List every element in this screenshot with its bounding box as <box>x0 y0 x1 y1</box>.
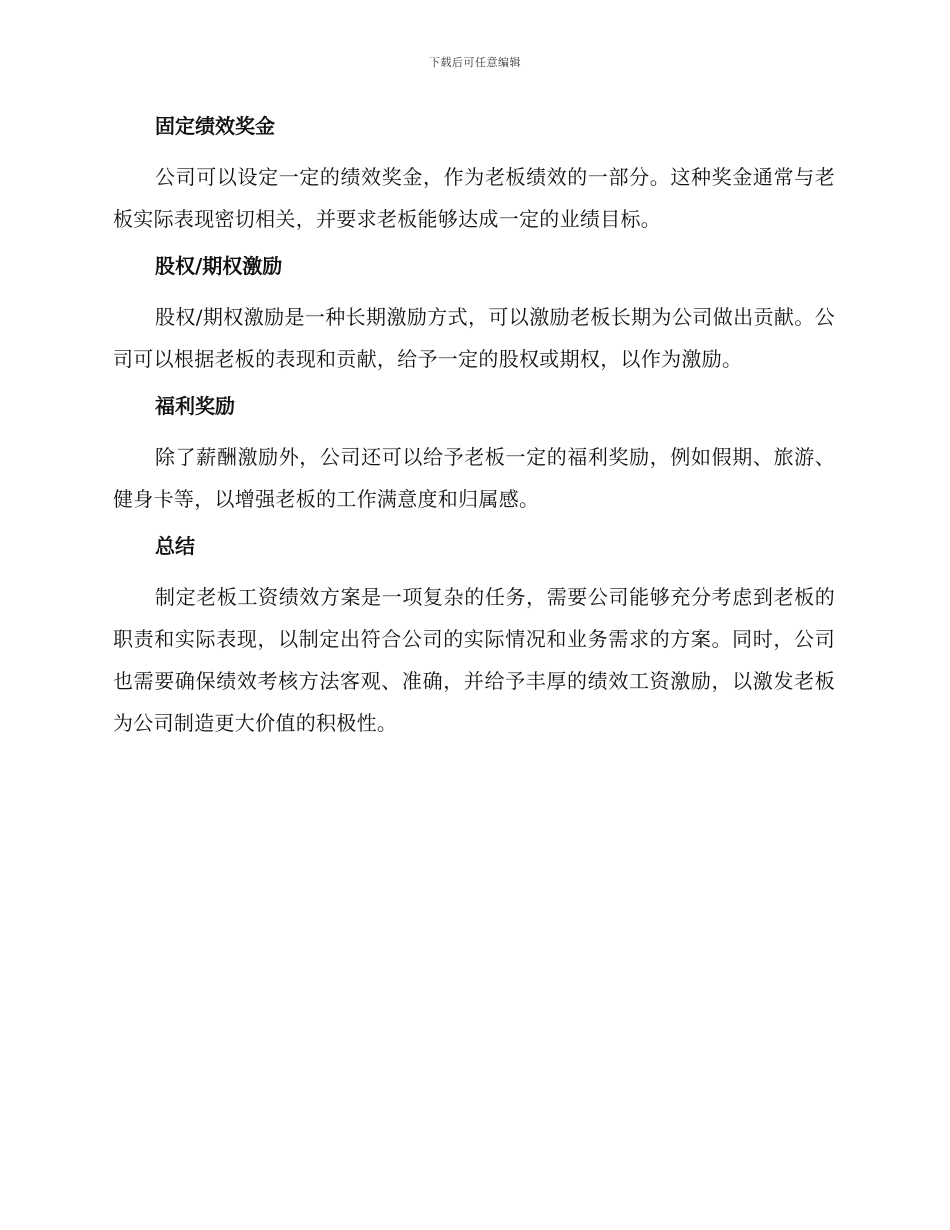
section-heading-fixed-bonus: 固定绩效奖金 <box>155 114 275 138</box>
section-paragraph-welfare-reward: 除了薪酬激励外，公司还可以给予老板一定的福利奖励，例如假期、旅游、健身卡等，以增强老板的工作满意度和归属感。 <box>113 445 835 511</box>
page-header: 下载后可任意编辑 <box>429 56 521 69</box>
section-heading-welfare-reward: 福利奖励 <box>155 394 235 418</box>
section-paragraph-equity-incentive: 股权/期权激励是一种长期激励方式，可以激励老板长期为公司做出贡献。公司可以根据老板的表现和贡献，给予一定的股权或期权，以作为激励。 <box>113 305 835 371</box>
section-paragraph-fixed-bonus: 公司可以设定一定的绩效奖金，作为老板绩效的一部分。这种奖金通常与老板实际表现密切相关，并要求老板能够达成一定的业绩目标。 <box>113 165 835 231</box>
section-heading-equity-incentive: 股权/期权激励 <box>155 254 283 278</box>
document-body <box>113 108 835 744</box>
section-paragraph-summary: 制定老板工资绩效方案是一项复杂的任务，需要公司能够充分考虑到老板的职责和实际表现，以制定出符合公司的实际情况和业务需求的方案。同时，公司也需要确保绩效考核方法客观、准确，并给予丰厚的绩效工资激励，以激发老板为公司制造更大价值的积极性。 <box>113 585 835 735</box>
section-heading-summary: 总结 <box>155 534 195 558</box>
